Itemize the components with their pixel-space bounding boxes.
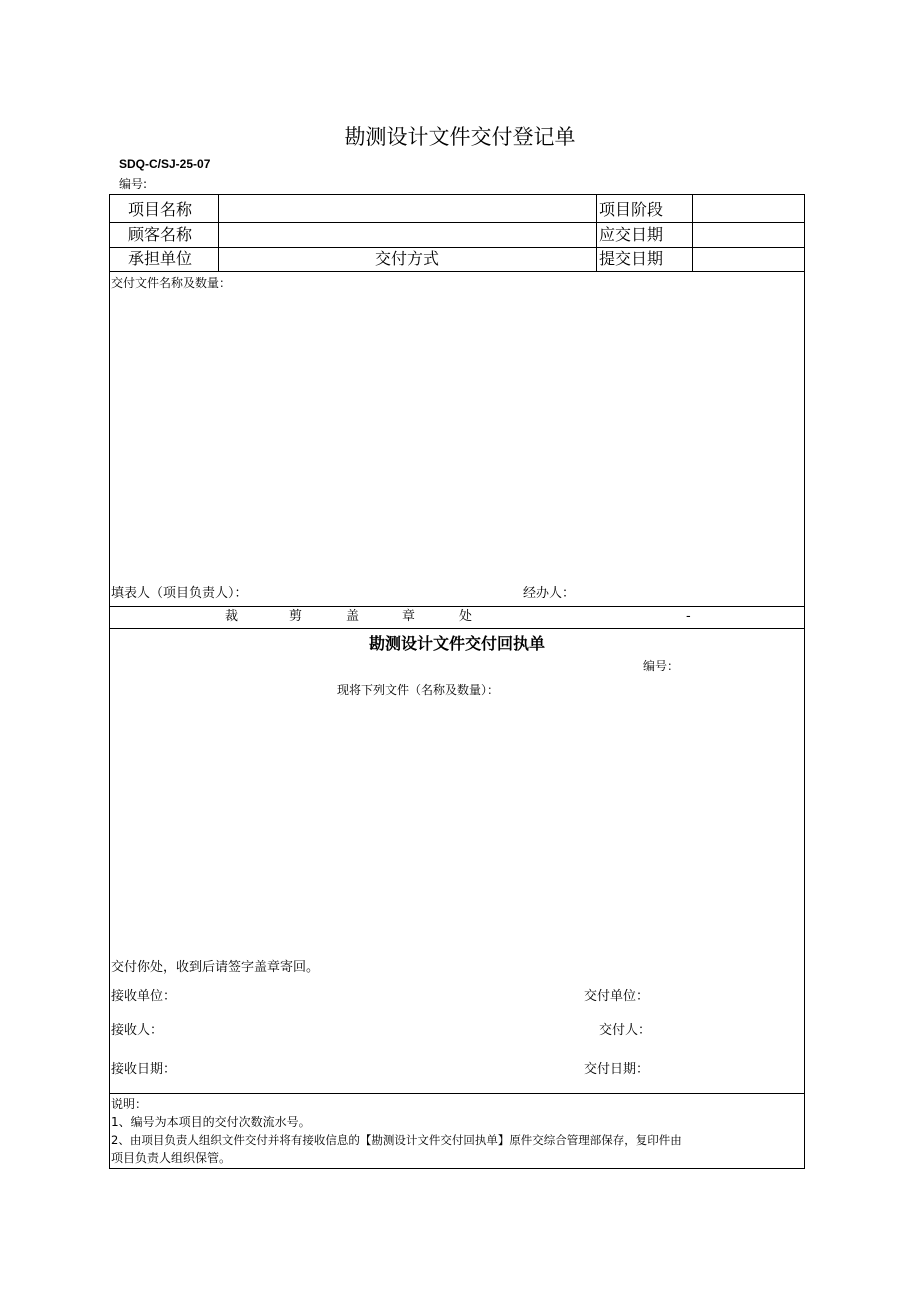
due-date-label: 应交日期: [599, 225, 664, 244]
delivery-method-label: 交付方式: [374, 249, 439, 268]
cut-char: 裁: [225, 609, 239, 624]
cut-char: 处: [459, 609, 473, 624]
project-stage-label: 项目阶段: [599, 200, 664, 219]
receive-date-label: 接收日期：: [111, 1062, 177, 1077]
cut-dash: -: [686, 609, 691, 624]
cut-char: 盖: [346, 609, 360, 624]
notes-heading: 说明：: [111, 1097, 148, 1111]
receipt-files-area[interactable]: [111, 700, 803, 950]
due-date-field[interactable]: [693, 223, 803, 246]
filler-label: 填表人（项目负责人）：: [111, 586, 248, 601]
row-divider: [110, 606, 804, 607]
receipt-title: 勘测设计文件交付回执单: [368, 634, 545, 653]
files-label: 交付文件名称及数量：: [111, 276, 232, 290]
form-code: SDQ-C/SJ-25-07: [119, 157, 211, 171]
row-divider: [110, 271, 804, 272]
delivering-unit-label: 交付单位：: [584, 989, 650, 1004]
document-title: 勘测设计文件交付登记单: [344, 125, 576, 149]
column-divider: [596, 195, 597, 271]
notes-item-2-cont: 项目负责人组织保管。: [111, 1151, 232, 1165]
project-name-field[interactable]: [219, 196, 595, 221]
submit-date-field[interactable]: [693, 248, 803, 270]
deliverer-label: 交付人：: [599, 1023, 652, 1038]
cut-char: 章: [402, 609, 416, 624]
files-area[interactable]: [111, 292, 803, 582]
client-name-label: 顾客名称: [128, 225, 193, 244]
handler-label: 经办人：: [523, 586, 576, 601]
project-name-label: 项目名称: [128, 200, 193, 219]
notes-item-1: 1、编号为本项目的交付次数流水号。: [111, 1115, 311, 1129]
receipt-number-label: 编号：: [643, 659, 680, 673]
cut-char: 剪: [289, 609, 303, 624]
receiver-label: 接收人：: [111, 1023, 164, 1038]
undertaking-unit-label: 承担单位: [128, 249, 193, 268]
deliver-date-label: 交付日期：: [584, 1062, 650, 1077]
receipt-intro: 现将下列文件（名称及数量）：: [337, 683, 500, 697]
number-label: 编号:: [119, 177, 148, 191]
receiving-unit-label: 接收单位：: [111, 989, 177, 1004]
registration-form: [109, 194, 805, 1169]
notes-item-2: 2、由项目负责人组织文件交付并将有接收信息的【勘测设计文件交付回执单】原件交综合管理部保存，复印件由: [111, 1133, 682, 1147]
project-stage-field[interactable]: [693, 196, 803, 221]
delivered-text: 交付你处，收到后请签字盖章寄回。: [111, 960, 320, 975]
submit-date-label: 提交日期: [599, 249, 664, 268]
cut-line-divider: [110, 628, 804, 629]
notes-divider: [110, 1093, 804, 1094]
client-name-field[interactable]: [219, 223, 595, 246]
